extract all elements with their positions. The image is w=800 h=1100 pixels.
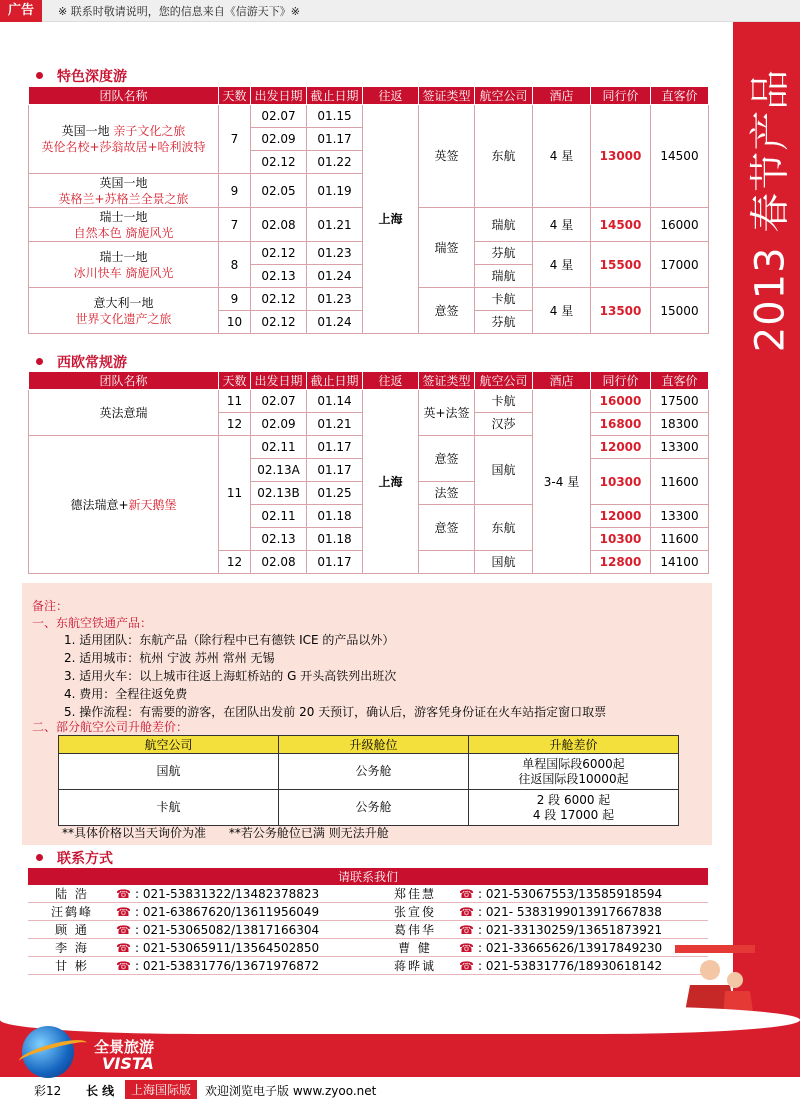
- table-row: 02.13 01.18 10300 11600: [29, 528, 709, 551]
- page-number: 彩12: [34, 1084, 62, 1098]
- contact-row: 汪鹤峰 ☎ : 021-63867620/13611956049 张宣俊 ☎ : 021- 5383199013917667838: [28, 903, 708, 921]
- note-item: 5. 操作流程：有需要的游客，在团队出发前 20 天预订，确认后，游客凭身份证在火车站指定窗口取票: [64, 705, 607, 719]
- deep-tour-table: [28, 86, 709, 334]
- phone-icon: ☎: [116, 922, 131, 937]
- note-item: 3. 适用火车：以上城市往返上海虹桥站的 G 开头高铁列出班次: [64, 669, 397, 683]
- departure-city: 上海: [363, 390, 419, 574]
- contact-row: 顾 通 ☎ : 021-53065082/13817166304 葛伟华 ☎ : 021-33130259/13651873921: [28, 921, 708, 939]
- tour-name: 英国一地 英格兰+苏格兰全景之旅: [29, 174, 219, 208]
- table-row: 卡航 公务舱 2 段 6000 起 4 段 17000 起: [59, 790, 679, 826]
- note-item: 1. 适用团队：东航产品（除行程中已有德铁 ICE 的产品以外）: [64, 633, 395, 647]
- table-row: 英国一地 亲子文化之旅 英伦名校+莎翁故居+哈利波特 7 02.07 01.15 上海 英签 东航 4 星 13000 14500: [29, 105, 709, 128]
- table-row: 英法意瑞 11 02.07 01.14 上海 英+法签 卡航 3-4 星 16000 17500: [29, 390, 709, 413]
- note-item: 2. 适用城市：杭州 宁波 苏州 常州 无锡: [64, 651, 275, 665]
- table-row: 02.09 01.17: [29, 128, 709, 151]
- phone-icon: ☎: [459, 904, 474, 919]
- table-row: 意大利一地 世界文化遗产之旅 9 02.12 01.23 意签 卡航 4 星 13500 15000: [29, 288, 709, 311]
- contact-row: 李 海 ☎ : 021-53065911/13564502850 曹 健 ☎ : 021-33665626/13917849230: [28, 939, 708, 957]
- table-row: 瑞士一地 自然本色 旖旎风光 7 02.08 01.21 瑞签 瑞航 4 星 14500 16000: [29, 208, 709, 242]
- contact-row: 甘 彬 ☎ : 021-53831776/13671976872 蒋晔诚 ☎ : 021-53831776/18930618142: [28, 957, 708, 975]
- tour-name: 英国一地 亲子文化之旅 英伦名校+莎翁故居+哈利波特: [29, 105, 219, 174]
- table-row: 德法瑞意+新天鹅堡 11 02.11 01.17 意签 国航 12000 13300: [29, 436, 709, 459]
- table-row: 国航 公务舱 单程国际段6000起 往返国际段10000起: [59, 754, 679, 790]
- table-row: 02.13A 01.17 10300 11600: [29, 459, 709, 482]
- departure-city: 上海: [363, 105, 419, 334]
- disclaimer-text: ※ 联系时敬请说明，您的信息来自《信游天下》※: [58, 5, 300, 18]
- contact-header: 请联系我们: [28, 868, 708, 885]
- table-row: 10 02.12 01.24 芬航: [29, 311, 709, 334]
- edition-badge: 上海国际版: [125, 1080, 197, 1099]
- notes-label: 备注：: [32, 599, 69, 613]
- section-title-west-europe: 西欧常规游: [36, 352, 127, 372]
- phone-icon: ☎: [116, 958, 131, 973]
- bullet-icon: [36, 72, 43, 79]
- tour-name: 意大利一地 世界文化遗产之旅: [29, 288, 219, 334]
- section-title-contact: 联系方式: [36, 848, 113, 868]
- table-row: 02.13B 01.25 法签: [29, 482, 709, 505]
- phone-icon: ☎: [459, 886, 474, 901]
- section-title-deep-tour: 特色深度游: [36, 66, 127, 86]
- table-row: 02.11 01.18 意签 东航 12000 13300: [29, 505, 709, 528]
- category-label: 长 线: [86, 1084, 115, 1098]
- bullet-icon: [36, 358, 43, 365]
- note-item: 4. 费用：全程往返免费: [64, 687, 188, 701]
- top-bar: [0, 0, 800, 22]
- table-row: 瑞士一地 冰川快车 旖旎风光 8 02.12 01.23 芬航 4 星 15500 17000: [29, 242, 709, 265]
- side-title: 2013 春节产品: [747, 68, 794, 352]
- phone-icon: ☎: [459, 922, 474, 937]
- table-header: 团队名称 天数 出发日期 截止日期 往返 签证类型 航空公司 酒店 同行价 直客价: [29, 372, 709, 390]
- website-link[interactable]: 欢迎浏览电子版 www.zyoo.net: [205, 1084, 377, 1098]
- phone-icon: ☎: [459, 940, 474, 955]
- phone-icon: ☎: [116, 904, 131, 919]
- phone-icon: ☎: [459, 958, 474, 973]
- table-row: 02.13 01.24 瑞航: [29, 265, 709, 288]
- table-row: 12 02.09 01.21 汉莎 16800 18300: [29, 413, 709, 436]
- notes-heading-2: 二、部分航空公司升舱差价：: [32, 720, 189, 734]
- bullet-icon: [36, 854, 43, 861]
- table-header: 团队名称 天数 出发日期 截止日期 往返 签证类型 航空公司 酒店 同行价 直客价: [29, 87, 709, 105]
- tour-name: 瑞士一地 冰川快车 旖旎风光: [29, 242, 219, 288]
- vista-logo: 全景旅游 VISTA: [22, 1026, 182, 1076]
- tour-name: 瑞士一地 自然本色 旖旎风光: [29, 208, 219, 242]
- phone-icon: ☎: [116, 940, 131, 955]
- west-europe-table: [28, 371, 709, 574]
- price-remarks: **具体价格以当天询价为准 **若公务舱位已满 则无法升舱: [62, 826, 389, 840]
- bottom-bar: [0, 1078, 800, 1100]
- phone-icon: ☎: [116, 886, 131, 901]
- tour-name: 英法意瑞: [29, 390, 219, 436]
- notes-heading-1: 一、东航空铁通产品：: [32, 616, 153, 630]
- table-row: 12 02.08 01.17 国航 12800 14100: [29, 551, 709, 574]
- upgrade-table: [58, 735, 679, 826]
- contact-table: [28, 868, 708, 975]
- ad-label: 广告: [0, 0, 42, 22]
- contact-row: 陆 浩 ☎ : 021-53831322/13482378823 郑佳慧 ☎ : 021-53067553/13585918594: [28, 885, 708, 903]
- tour-name: 德法瑞意+新天鹅堡: [29, 436, 219, 574]
- table-header: 航空公司 升级舱位 升舱差价: [59, 736, 679, 754]
- table-row: 02.12 01.22: [29, 151, 709, 174]
- table-row: 英国一地 英格兰+苏格兰全景之旅 9 02.05 01.19: [29, 174, 709, 208]
